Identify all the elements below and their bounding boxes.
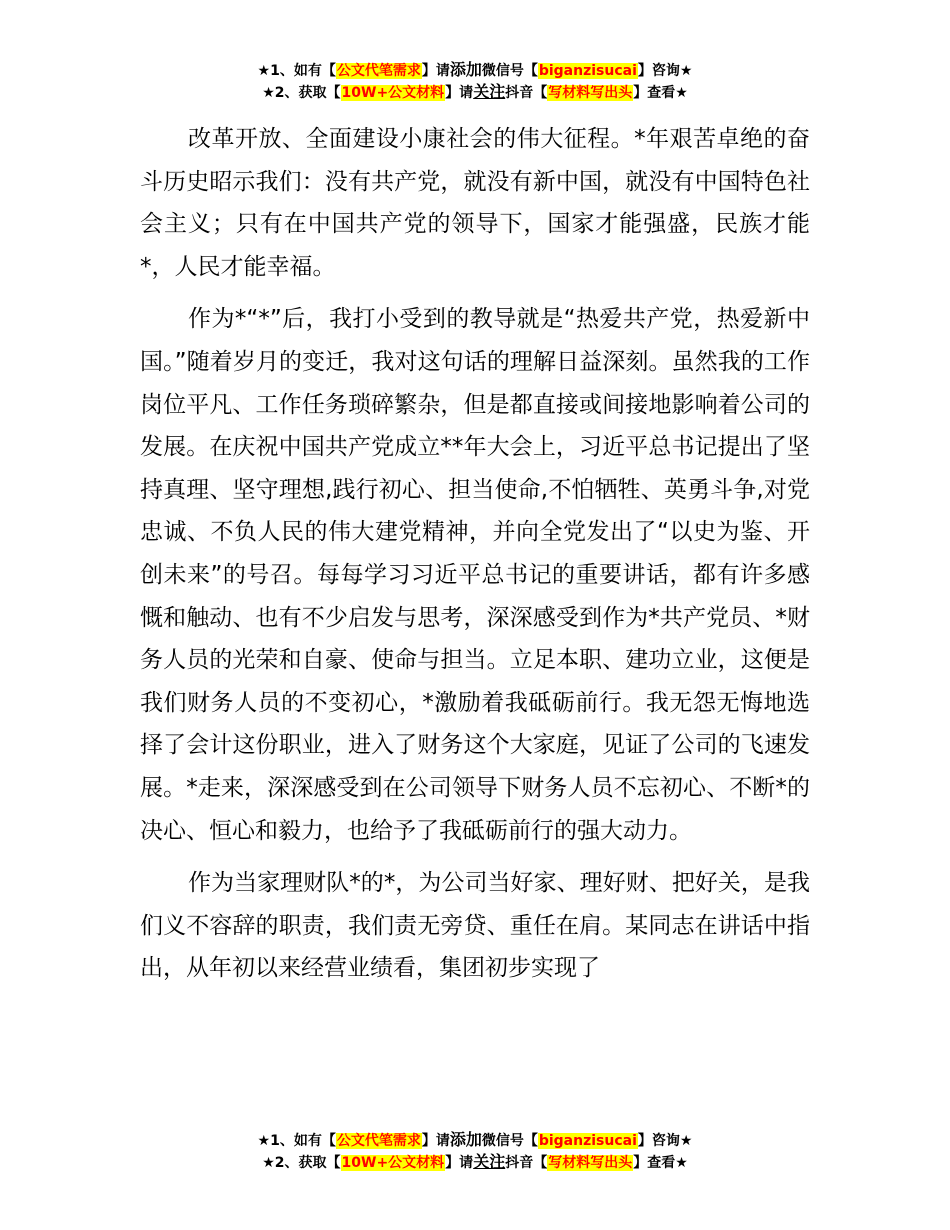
- promo-line-2-suffix: 】查看★: [633, 85, 688, 101]
- footer-emphasis-add: 添加: [449, 1130, 482, 1149]
- promo-emphasis-follow: 关注: [473, 82, 506, 101]
- footer-line-2-middle-2: 抖音【: [505, 1155, 548, 1171]
- promo-highlight-douyin-account: 写材料写出头: [548, 85, 633, 101]
- footer-promo-line-1: [0, 1129, 950, 1151]
- promo-highlight-wechat-id: biganzisucai: [538, 63, 637, 79]
- promo-line-2-middle-2: 抖音【: [505, 85, 548, 101]
- footer-highlight-writing-service: 公文代笔需求: [336, 1133, 421, 1149]
- footer-line-1-prefix: ★1、如有【: [257, 1133, 336, 1149]
- promo-line-1-prefix: ★1、如有【: [257, 63, 336, 79]
- footer-highlight-materials: 10W+公文材料: [341, 1155, 445, 1171]
- promo-line-1-suffix: 】咨询★: [637, 63, 693, 79]
- promo-line-1-middle-2: 微信号【: [481, 63, 538, 79]
- footer-promo-banner: [0, 1129, 950, 1173]
- body-paragraph-2: 作为*“*”后，我打小受到的教导就是“热爱共产党，热爱新中国。”随着岁月的变迁，我对这句话的理解日益深刻。虽然我的工作岗位平凡、工作任务琐碎繁杂，但是都直接或间接地影响着公司的发展。在庆祝中国共产党成立**年大会上，习近平总书记提出了坚持真理、坚守理想,践行初心、担当使命,不怕牺牲、英勇斗争,对党忠诚、不负人民的伟大建党精神，并向全党发出了“以史为鉴、开创未来”的号召。每每学习习近平总书记的重要讲话，都有许多感慨和触动、也有不少启发与思考，深深感受到作为*共产党员、*财务人员的光荣和自豪、使命与担当。立足本职、建功立业，这便是我们财务人员的不变初心，*激励着我砥砺前行。我无怨无悔地选择了会计这份职业，进入了财务这个大家庭，见证了公司的飞速发展。*走来，深深感受到在公司领导下财务人员不忘初心、不断*的决心、恒心和毅力，也给予了我砥砺前行的强大动力。: [140, 306, 811, 844]
- header-promo-banner: [0, 59, 950, 103]
- footer-line-2-prefix: ★2、获取【: [262, 1155, 341, 1171]
- footer-promo-line-2: [0, 1151, 950, 1173]
- promo-highlight-writing-service: 公文代笔需求: [336, 63, 421, 79]
- promo-line-1-middle: 】请: [421, 63, 450, 79]
- promo-line-2: [0, 81, 950, 103]
- footer-highlight-wechat-id: biganzisucai: [538, 1133, 637, 1149]
- body-paragraph-3: 作为当家理财队*的*，为公司当好家、理好财、把好关，是我们义不容辞的职责，我们责无旁贷、重任在肩。某同志在讲话中指出，从年初以来经营业绩看，集团初步实现了: [140, 870, 810, 982]
- promo-line-2-prefix: ★2、获取【: [262, 85, 341, 101]
- footer-line-1-suffix: 】咨询★: [637, 1133, 693, 1149]
- footer-line-1-middle-2: 微信号【: [481, 1133, 538, 1149]
- footer-highlight-douyin-account: 写材料写出头: [548, 1155, 633, 1171]
- footer-emphasis-follow: 关注: [473, 1152, 506, 1171]
- promo-emphasis-add: 添加: [449, 60, 482, 79]
- footer-line-2-suffix: 】查看★: [633, 1155, 688, 1171]
- document-body: [140, 118, 810, 1000]
- promo-highlight-materials: 10W+公文材料: [341, 85, 445, 101]
- body-paragraph-1: 改革开放、全面建设小康社会的伟大征程。*年艰苦卓绝的奋斗历史昭示我们：没有共产党，就没有新中国，就没有中国特色社会主义；只有在中国共产党的领导下，国家才能强盛，民族才能*，人民才能幸福。: [140, 126, 810, 280]
- footer-line-1-middle: 】请: [421, 1133, 450, 1149]
- footer-line-2-middle: 】请: [445, 1155, 474, 1171]
- promo-line-2-middle: 】请: [445, 85, 474, 101]
- promo-line-1: [0, 59, 950, 81]
